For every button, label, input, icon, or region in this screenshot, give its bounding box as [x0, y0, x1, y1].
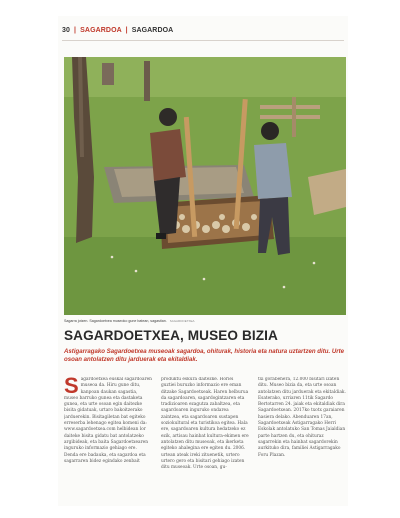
header-rule — [62, 40, 344, 41]
section-label-repeat: SAGARDOA — [131, 27, 174, 34]
article-column-1 — [64, 377, 152, 502]
article-lead: Astigarragako Sagardoetxea museoak sagardoa, ohiturak, historia eta natura uztartzen ditu. Urte osoan antolatzen ditu jarduerak eta ekitaldiak. — [64, 348, 345, 364]
article-column-3 — [258, 377, 346, 502]
article-title: SAGARDOETXEA, MUSEO BIZIA — [64, 328, 278, 343]
photo-credit: SAGARDOETXEA — [169, 319, 195, 323]
article-body — [64, 377, 346, 502]
magazine-page — [58, 16, 348, 506]
section-label: SAGARDOA — [80, 27, 122, 34]
photo-caption — [64, 319, 346, 324]
header-separator: | — [74, 27, 77, 34]
column-3-text: txi gorabehera, 12.000 bisitari izaten ditu. Museo bizia da, eta urte osoan antolatzen ditu jarduerak eta ekitaldiak. Esaterako, urriaren 11tik Sagardo Bertotarren 24. jaiak eta ekitaldiak dira Sagardoetxean. 2017ko txotx garaiaren hasiera delako. Abenduaren 17an, Sagardoetxeak Astigarragako Herri Eskolak antolatuko San Tomas Jaialdian parte hartzen du, eta ohituraz sagarrekin eta hainbat sagardorekin aurkituko dira, familiei Astigarragako Foru Plazan. — [258, 377, 346, 458]
column-2-text: produktu eskura daitezke. Horiei guztiei buruzko informazio ere eman ditzake Sagardoetxeak. Haren helburua da sagardoaren, sagardogintzaren eta tradizioaren ezagutza zabaltzea, eta sagardoaren inguruko ondarea zaintzea, eta sagardoaren sustapen soziokultural eta turistikoa egitea. Hala ere, sagardoaren kultura hedatzeko ez ezik, artisau hainbat kultura-ekimen ere antolatzen ditu museoak, eta ikerketa egiteko ahalegina ere egiten du. 2006. urtean ateak ireki zituenetik, urtero urtero gero eta bisitari gehiago izaten ditu museoak. Urte osoan, gu- — [161, 377, 249, 471]
header-separator-2: | — [125, 27, 128, 34]
photo-cider-press-icon — [64, 57, 346, 315]
page-number: 30 — [62, 27, 70, 34]
caption-text: Sagarra jotzen. Sagardoetxea museoko gune batean, sagastian. — [64, 319, 167, 323]
column-1-text: agardoetxea euskal sagardoaren museoa da. Hiru gune ditu, kanpoan daukan sagastia, museo barruko gunea eta dastaketa gunea, eta urte osoan egin daitezke bisita gidatuak, urtaro bakoitzerako jarduerekin. Bisitagiletan bat egiteko erreserba lehenago egitea komeni da: www.sagardoetxea.com helbidean lor daiteke bisita gidatu bat antolatzeko argibideak, eta baita Sagardoetxearen inguruko informazio gehiago ere. Denda ere badauka, eta sagardoa eta sagarraren bidez egindako zenbait — [64, 377, 152, 464]
article-photo — [64, 57, 346, 315]
article-column-2 — [161, 377, 249, 502]
dropcap: S — [64, 377, 79, 398]
page-header — [62, 27, 173, 34]
